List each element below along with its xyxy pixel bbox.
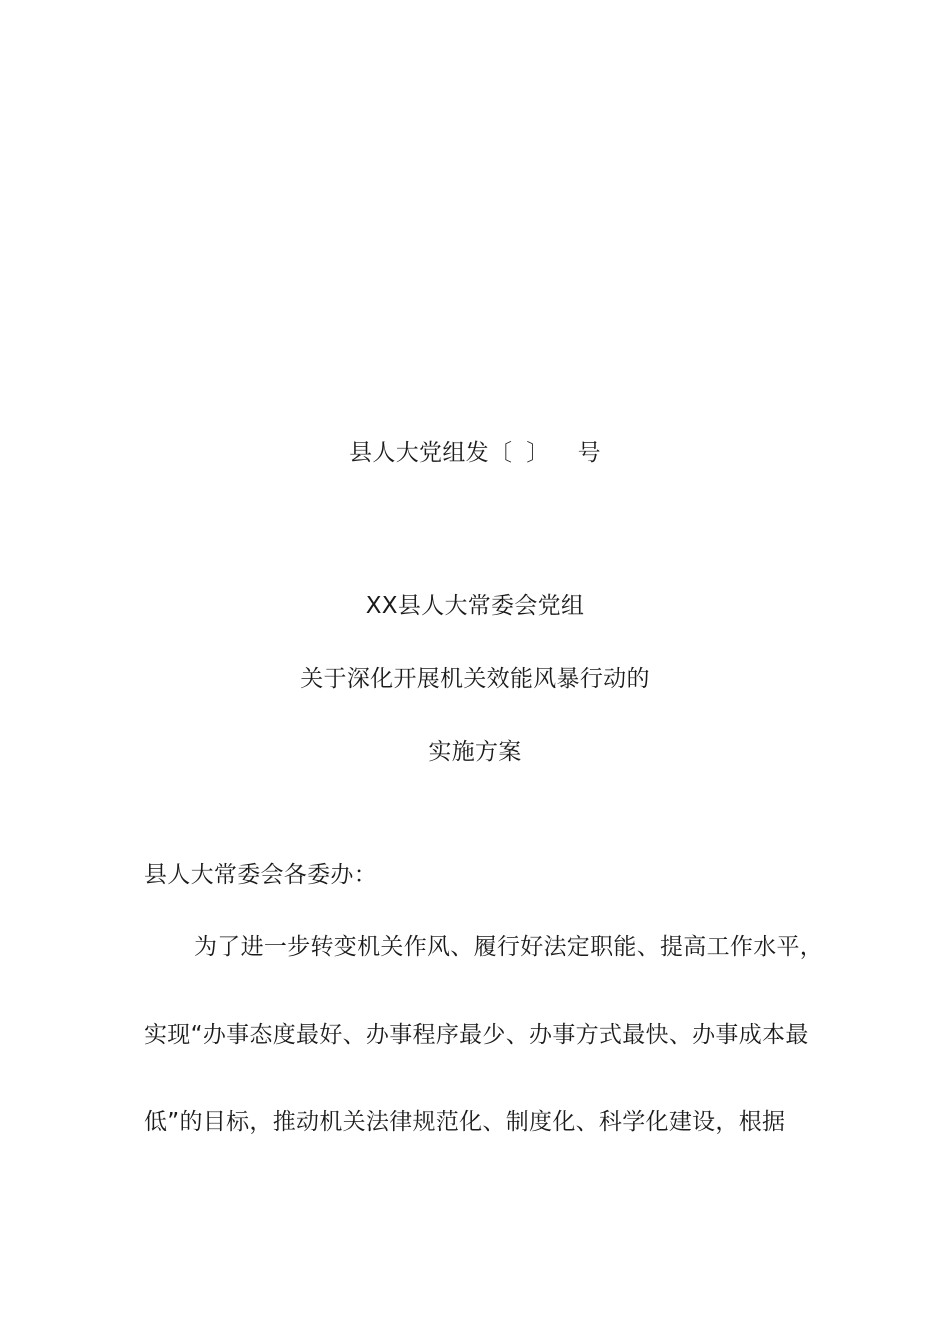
document-number-prefix: 县人大党组发 (349, 440, 489, 466)
document-number-close-bracket: 〕 (526, 440, 550, 466)
title-line-2: 关于深化开展机关效能风暴行动的 (300, 666, 650, 692)
body-line-1: 为了进一步转变机关作风、履行好法定职能、提高工作水平， (194, 934, 824, 960)
document-number-suffix: 号 (577, 440, 601, 466)
title-line-3: 实施方案 (428, 739, 522, 765)
document-number-open-bracket: 〔 (488, 440, 513, 466)
salutation: 县人大常委会各委办： (144, 862, 377, 888)
title-line-1: XX县人大常委会党组 (365, 593, 585, 619)
body-line-3: 低”的目标，推动机关法律规范化、制度化、科学化建设，根据 (144, 1109, 786, 1135)
body-line-2: 实现“办事态度最好、办事程序最少、办事方式最快、办事成本最 (144, 1022, 809, 1048)
document-number (0, 438, 950, 468)
